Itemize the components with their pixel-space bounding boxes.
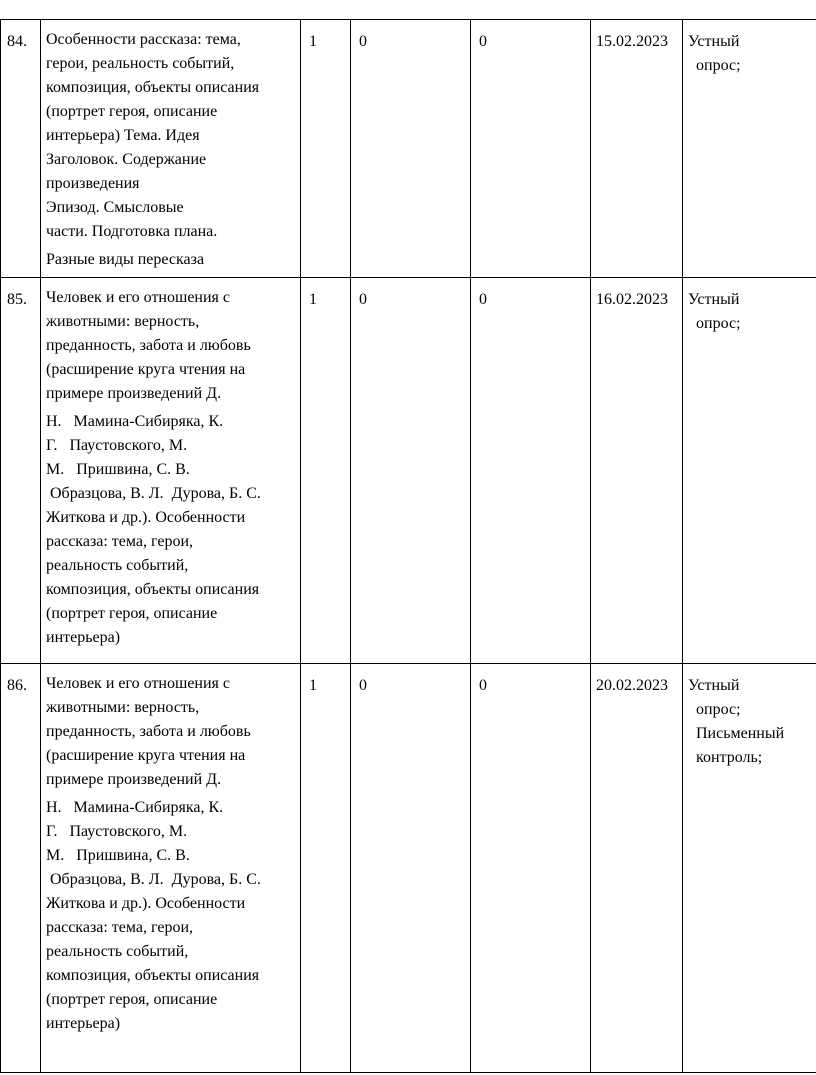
topic-line: рассказа: тема, герои,: [46, 533, 194, 550]
topic-line: примере произведений Д.: [46, 771, 222, 788]
topic-line: Человек и его отношения с: [46, 675, 230, 692]
topic-line: (расширение круга чтения на: [46, 747, 246, 764]
topic-line: Житкова и др.). Особенности: [46, 509, 246, 526]
topic-line: примере произведений Д.: [46, 385, 222, 402]
lesson-date: 15.02.2023: [596, 33, 668, 50]
hours-total-cell: [301, 20, 351, 278]
topic-line: Житкова и др.). Особенности: [46, 895, 246, 912]
topic-line: реальность событий,: [46, 943, 189, 960]
topic-line: Человек и его отношения с: [46, 289, 230, 306]
topic-line: композиция, объекты описания: [46, 581, 260, 598]
topic-line: (портрет героя, описание: [46, 991, 218, 1008]
lesson-number: 84.: [7, 33, 27, 50]
lesson-topic-cell: [41, 20, 301, 278]
lesson-topic: [41, 664, 300, 1036]
lesson-number-cell: [1, 278, 41, 664]
topic-line: (расширение круга чтения на: [46, 361, 246, 378]
hours-total-cell: [301, 664, 351, 1073]
control-form-line: Устный: [688, 291, 740, 308]
lesson-date-cell: [591, 20, 683, 278]
lesson-topic: [41, 278, 300, 650]
hours-total: 1: [309, 677, 317, 694]
topic-line: композиция, объекты описания: [46, 79, 260, 96]
control-form: [683, 664, 816, 770]
control-form-cell: [683, 20, 816, 278]
control-form-cell: [683, 664, 816, 1073]
lesson-date: 16.02.2023: [596, 291, 668, 308]
hours-practice-cell: [471, 278, 591, 664]
topic-line: Образцова, В. Л. Дурова, Б. С.: [46, 485, 261, 502]
topic-line: животными: верность,: [46, 313, 200, 330]
table-row: [1, 278, 816, 664]
lesson-number: 85.: [7, 291, 27, 308]
hours-practice: 0: [479, 677, 487, 694]
topic-line: Г. Паустовского, М.: [46, 437, 188, 454]
control-form-line: Устный: [688, 33, 740, 50]
hours-total: 1: [309, 33, 317, 50]
topic-line: Н. Мамина-Сибиряка, К.: [46, 799, 224, 816]
lesson-number: 86.: [7, 677, 27, 694]
table-row: [1, 20, 816, 278]
topic-line: Г. Паустовского, М.: [46, 823, 188, 840]
control-form-line: Письменный: [696, 725, 785, 742]
topic-line: Эпизод. Смысловые: [46, 199, 184, 216]
hours-practice: 0: [479, 33, 487, 50]
topic-line: преданность, забота и любовь: [46, 723, 251, 740]
control-form-line: опрос;: [696, 57, 741, 74]
topic-line: (портрет героя, описание: [46, 605, 218, 622]
hours-practice-cell: [471, 20, 591, 278]
topic-line: композиция, объекты описания: [46, 967, 260, 984]
topic-line: рассказа: тема, герои,: [46, 919, 194, 936]
topic-line: реальность событий,: [46, 557, 189, 574]
lesson-topic-cell: [41, 664, 301, 1073]
hours-control: 0: [359, 33, 367, 50]
topic-line: герои, реальность событий,: [46, 55, 235, 72]
control-form-cell: [683, 278, 816, 664]
lesson-topic: [41, 20, 300, 272]
hours-practice-cell: [471, 664, 591, 1073]
lesson-date-cell: [591, 278, 683, 664]
hours-total: 1: [309, 291, 317, 308]
hours-control-cell: [351, 20, 471, 278]
topic-line: М. Пришвина, С. В.: [46, 847, 190, 864]
topic-line: (портрет героя, описание: [46, 103, 218, 120]
control-form-line: опрос;: [696, 701, 741, 718]
control-form-line: контроль;: [696, 749, 763, 766]
table-row: [1, 664, 816, 1073]
topic-line: интерьера): [46, 1015, 121, 1032]
hours-control: 0: [359, 677, 367, 694]
lesson-topic-cell: [41, 278, 301, 664]
control-form-line: опрос;: [696, 315, 741, 332]
topic-line: преданность, забота и любовь: [46, 337, 251, 354]
hours-total-cell: [301, 278, 351, 664]
topic-line: Образцова, В. Л. Дурова, Б. С.: [46, 871, 261, 888]
topic-line: Заголовок. Содержание: [46, 151, 207, 168]
topic-line: интерьера): [46, 629, 121, 646]
topic-line: произведения: [46, 175, 140, 192]
control-form: [683, 278, 816, 336]
topic-line: Особенности рассказа: тема,: [46, 31, 241, 48]
control-form-line: Устный: [688, 677, 740, 694]
hours-control-cell: [351, 278, 471, 664]
hours-practice: 0: [479, 291, 487, 308]
hours-control: 0: [359, 291, 367, 308]
topic-line: М. Пришвина, С. В.: [46, 461, 190, 478]
topic-line: Разные виды пересказа: [46, 251, 205, 268]
hours-control-cell: [351, 664, 471, 1073]
topic-line: интерьера) Тема. Идея: [46, 127, 200, 144]
topic-line: Н. Мамина-Сибиряка, К.: [46, 413, 224, 430]
topic-line: части. Подготовка плана.: [46, 223, 218, 240]
lesson-number-cell: [1, 20, 41, 278]
lesson-number-cell: [1, 664, 41, 1073]
topic-line: животными: верность,: [46, 699, 200, 716]
lesson-date: 20.02.2023: [596, 677, 668, 694]
lesson-date-cell: [591, 664, 683, 1073]
control-form: [683, 20, 816, 78]
lesson-plan-table: [0, 19, 816, 1073]
